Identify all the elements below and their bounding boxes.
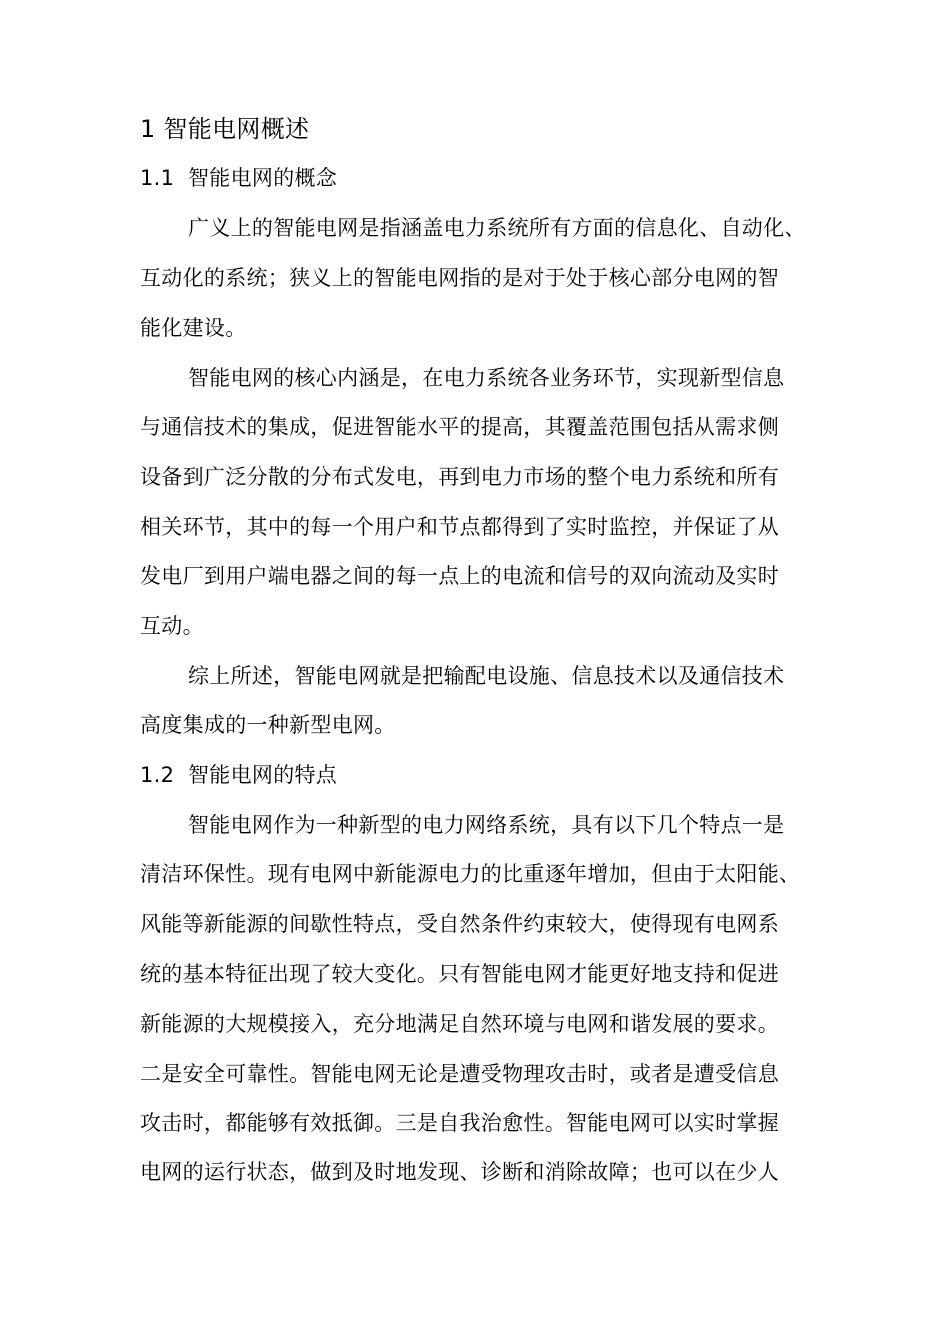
- paragraph-line: 发电厂到用户端电器之间的每一点上的电流和信号的双向流动及实时: [140, 564, 779, 588]
- paragraph-line: 相关环节，其中的每一个用户和节点都得到了实时监控，并保证了从: [140, 515, 779, 539]
- paragraph-line: 高度集成的一种新型电网。: [140, 713, 396, 737]
- paragraph-line: 统的基本特征出现了较大变化。只有智能电网才能更好地支持和促进: [140, 962, 779, 986]
- section-heading-1-2: [140, 761, 337, 789]
- paragraph-line: 设备到广泛分散的分布式发电，再到电力市场的整个电力系统和所有: [140, 465, 779, 489]
- section-title: 智能电网的概念: [188, 166, 338, 190]
- paragraph-line: 能化建设。: [140, 316, 247, 340]
- section-heading-1-1: [140, 164, 337, 192]
- paragraph-line: 风能等新能源的间歇性特点，受自然条件约束较大，使得现有电网系: [140, 912, 779, 936]
- paragraph-line: 互动化的系统；狭义上的智能电网指的是对于处于核心部分电网的智: [140, 266, 779, 290]
- paragraph-line: 广义上的智能电网是指涵盖电力系统所有方面的信息化、自动化、: [188, 216, 806, 240]
- paragraph-line: 互动。: [140, 614, 204, 638]
- paragraph-line: 新能源的大规模接入，充分地满足自然环境与电网和谐发展的要求。: [140, 1012, 779, 1036]
- chapter-heading: 1 智能电网概述: [140, 115, 310, 143]
- paragraph-line: 二是安全可靠性。智能电网无论是遭受物理攻击时，或者是遭受信息: [140, 1062, 779, 1086]
- section-number: 1.2: [140, 763, 175, 787]
- paragraph-line: 与通信技术的集成，促进智能水平的提高，其覆盖范围包括从需求侧: [140, 415, 779, 439]
- section-title: 智能电网的特点: [188, 763, 338, 787]
- section-number: 1.1: [140, 166, 175, 190]
- paragraph-line: 智能电网作为一种新型的电力网络系统，具有以下几个特点一是: [188, 813, 785, 837]
- paragraph-line: 电网的运行状态，做到及时地发现、诊断和消除故障；也可以在少人: [140, 1160, 779, 1184]
- paragraph-line: 清洁环保性。现有电网中新能源电力的比重逐年增加，但由于太阳能、: [140, 862, 801, 886]
- paragraph-line: 攻击时，都能够有效抵御。三是自我治愈性。智能电网可以实时掌握: [140, 1111, 779, 1135]
- paragraph-line: 综上所述，智能电网就是把输配电设施、信息技术以及通信技术: [188, 664, 785, 688]
- paragraph-line: 智能电网的核心内涵是，在电力系统各业务环节，实现新型信息: [188, 366, 785, 390]
